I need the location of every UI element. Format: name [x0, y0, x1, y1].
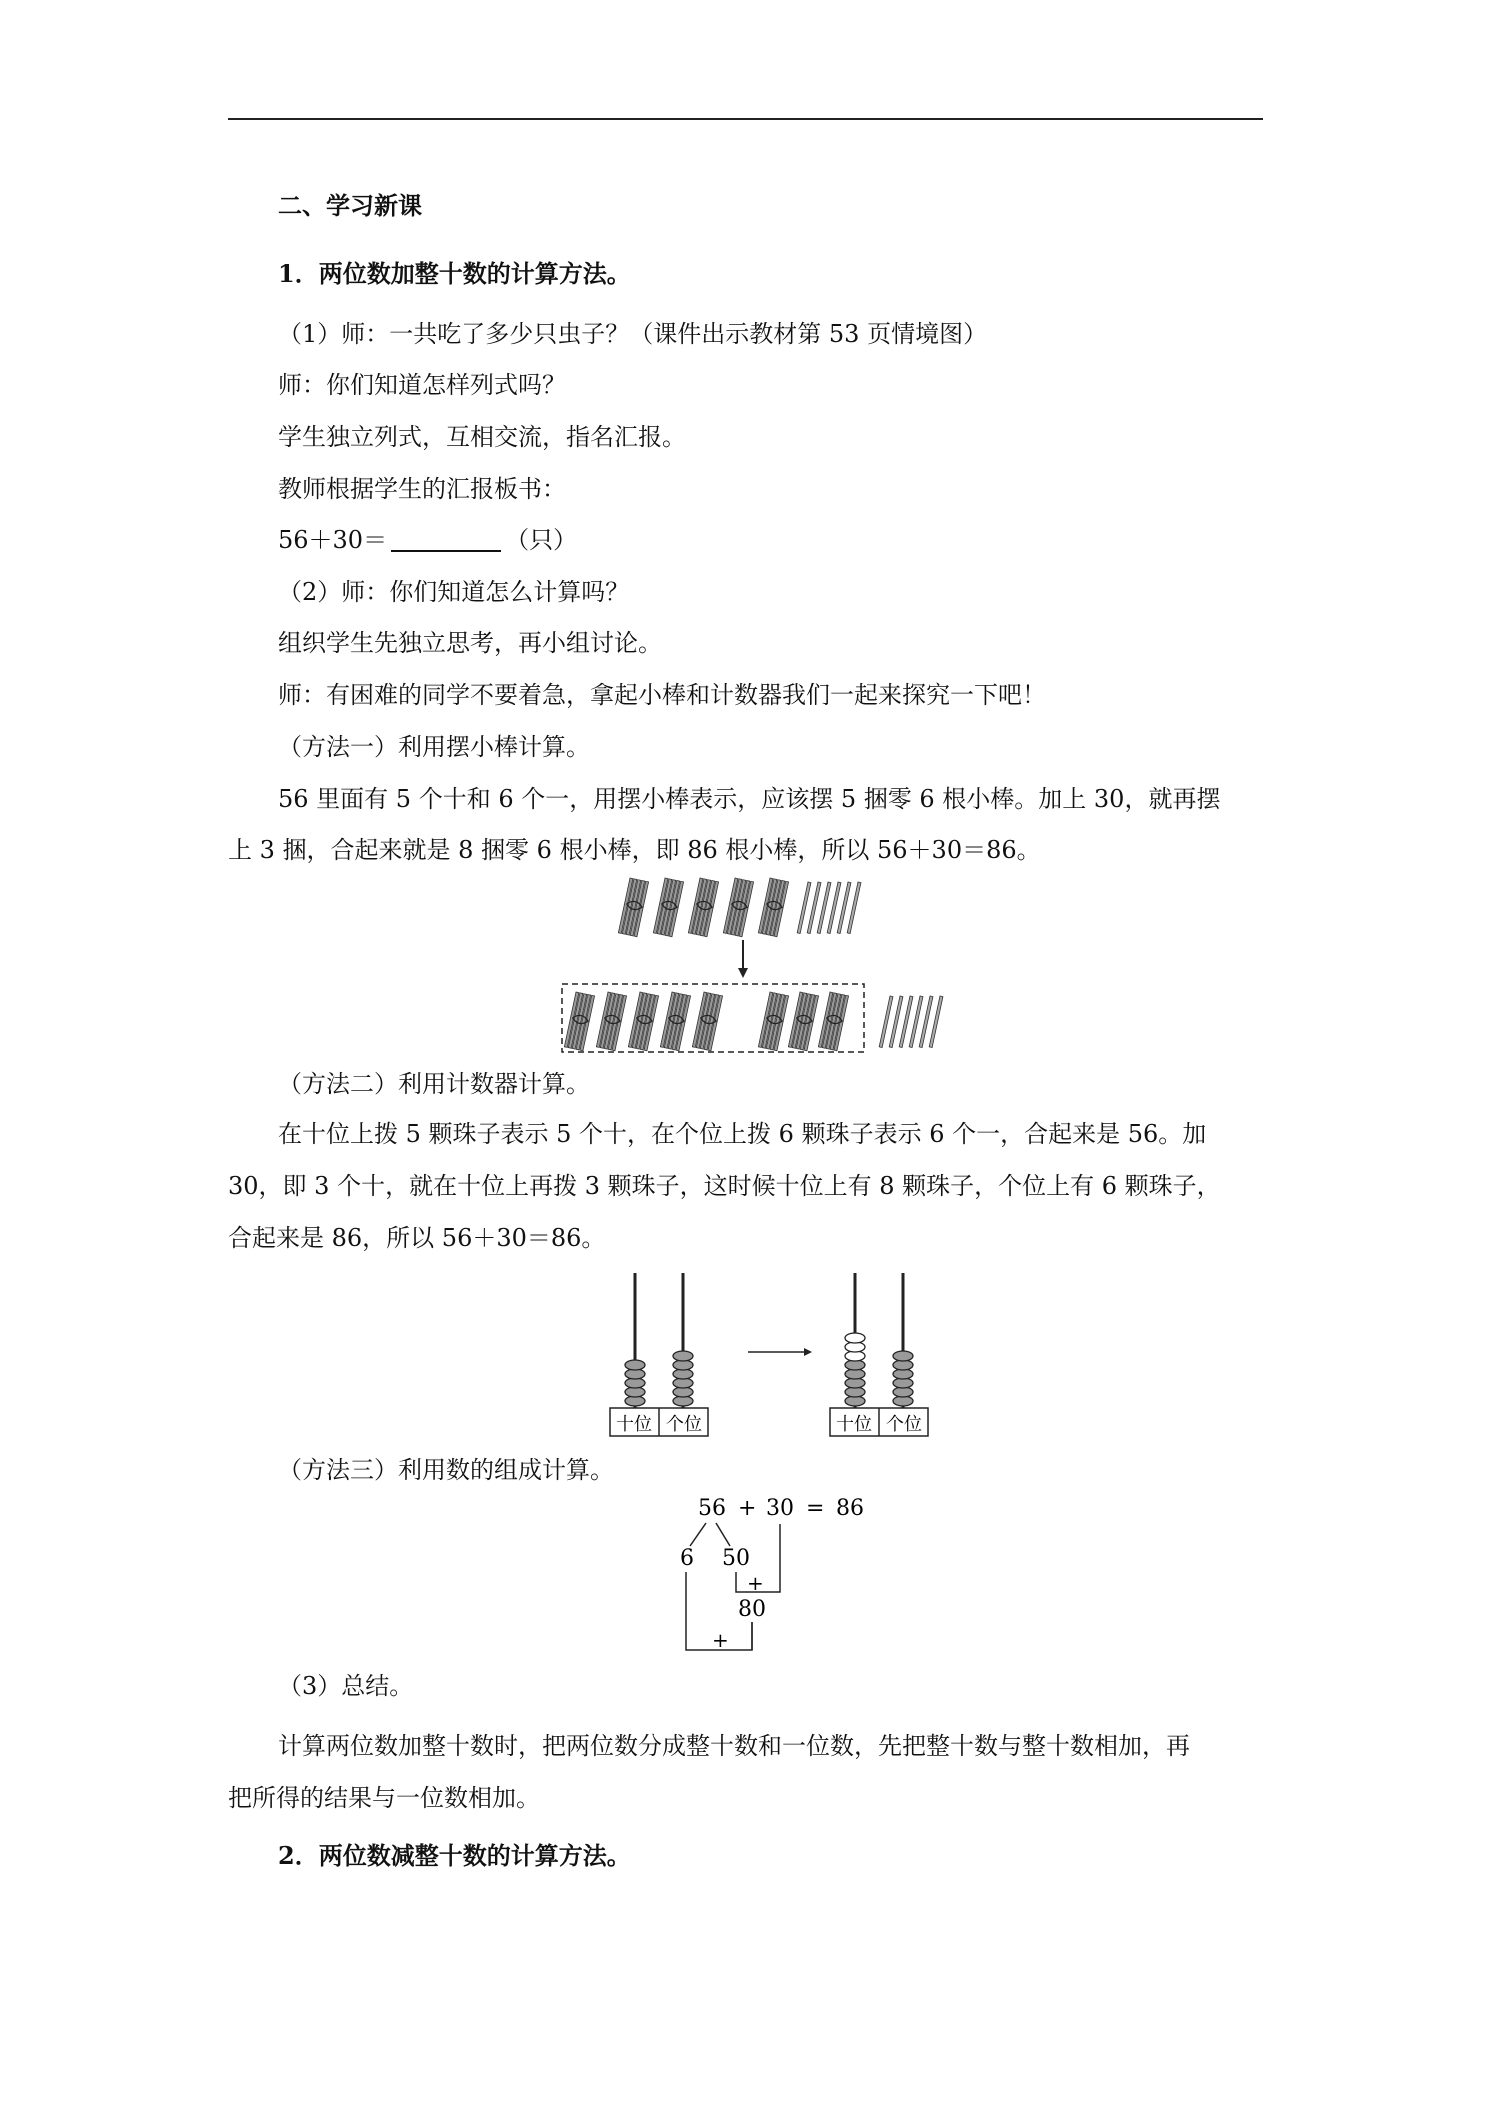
plus-sign-middle: +	[747, 1571, 764, 1595]
composition-figure	[670, 1490, 870, 1660]
tens-label-after: 十位	[836, 1414, 872, 1435]
stick-bundle	[618, 878, 648, 937]
method2-line3: 合起来是 86，所以 56＋30＝86。	[228, 1224, 606, 1252]
equals-sign: =	[806, 1496, 825, 1521]
question-1: （1）师：一共吃了多少只虫子？（课件出示教材第 53 页情境图）	[278, 320, 988, 348]
num-80: 80	[738, 1597, 766, 1622]
method2-line2: 30，即 3 个十，就在十位上再拨 3 颗珠子，这时候十位上有 8 颗珠子，个位上有 6 颗珠子，	[228, 1172, 1221, 1200]
equation-unit: （只）	[505, 526, 578, 554]
stick-bundle	[596, 992, 626, 1051]
stick-bundle	[564, 992, 594, 1051]
stick-bundle	[688, 878, 718, 937]
question-3: （3）总结。	[278, 1672, 414, 1700]
stick-bundle	[758, 992, 788, 1051]
abacus-bead	[845, 1333, 865, 1343]
num-30: 30	[766, 1496, 794, 1521]
group-line: 组织学生先独立思考，再小组讨论。	[278, 629, 662, 657]
stick-bundle	[653, 878, 683, 937]
part1-title: 1．两位数加整十数的计算方法。	[278, 259, 631, 288]
stick-bundle	[818, 992, 848, 1051]
plus-sign-bottom: +	[712, 1628, 729, 1652]
part2-title: 2．两位数减整十数的计算方法。	[278, 1841, 631, 1870]
section-title: 二、学习新课	[278, 191, 422, 220]
stick-bundle	[788, 992, 818, 1051]
summary-line2: 把所得的结果与一位数相加。	[228, 1784, 540, 1812]
help-line: 师：有困难的同学不要着急，拿起小棒和计数器我们一起来探究一下吧！	[278, 681, 1046, 709]
num-6: 6	[680, 1546, 694, 1571]
summary-line1: 计算两位数加整十数时，把两位数分成整十数和一位数，先把整十数与整十数相加，再	[278, 1732, 1190, 1760]
ones-label-after: 个位	[886, 1414, 922, 1435]
stick-bundle	[758, 878, 788, 937]
method3-title: （方法三）利用数的组成计算。	[278, 1456, 614, 1484]
abacus-figure	[600, 1268, 940, 1440]
plus-sign-top: +	[738, 1496, 757, 1521]
equation-left: 56＋30＝	[278, 526, 388, 554]
abacus-bead	[893, 1351, 913, 1361]
down-arrow-head	[738, 968, 748, 978]
num-86: 86	[836, 1496, 864, 1521]
board-line: 教师根据学生的汇报板书：	[278, 475, 566, 503]
method1-title: （方法一）利用摆小棒计算。	[278, 733, 590, 761]
method1-line2: 上 3 捆，合起来就是 8 捆零 6 根小棒，即 86 根小棒，所以 56＋30＝86。	[228, 836, 1041, 864]
answer-blank	[391, 526, 501, 552]
abacus-bead	[673, 1351, 693, 1361]
num-50: 50	[722, 1546, 750, 1571]
stick-bundle	[628, 992, 658, 1051]
sticks-figure	[560, 872, 980, 1054]
stick-bundle	[723, 878, 753, 937]
stick-bundle	[692, 992, 722, 1051]
method2-line1: 在十位上拨 5 颗珠子表示 5 个十，在个位上拨 6 颗珠子表示 6 个一，合起来是 56。加	[278, 1120, 1207, 1148]
method1-line1: 56 里面有 5 个十和 6 个一，用摆小棒表示，应该摆 5 捆零 6 根小棒。加上 30，就再摆	[278, 785, 1221, 813]
abacus-bead	[625, 1360, 645, 1370]
abacus-before	[610, 1273, 708, 1436]
students-line: 学生独立列式，互相交流，指名汇报。	[278, 423, 686, 451]
teacher-ask-line: 师：你们知道怎样列式吗？	[278, 371, 566, 399]
num-56: 56	[698, 1496, 726, 1521]
header-rule	[228, 118, 1263, 120]
abacus-after	[830, 1273, 928, 1436]
split-line-right	[716, 1523, 730, 1546]
split-line-left	[690, 1523, 706, 1546]
stick-bundle	[660, 992, 690, 1051]
question-2: （2）师：你们知道怎么计算吗？	[278, 578, 630, 606]
equation-line	[278, 524, 577, 556]
tens-label-before: 十位	[616, 1414, 652, 1435]
right-arrow-head	[804, 1348, 812, 1356]
ones-label-before: 个位	[666, 1414, 702, 1435]
method2-title: （方法二）利用计数器计算。	[278, 1070, 590, 1098]
